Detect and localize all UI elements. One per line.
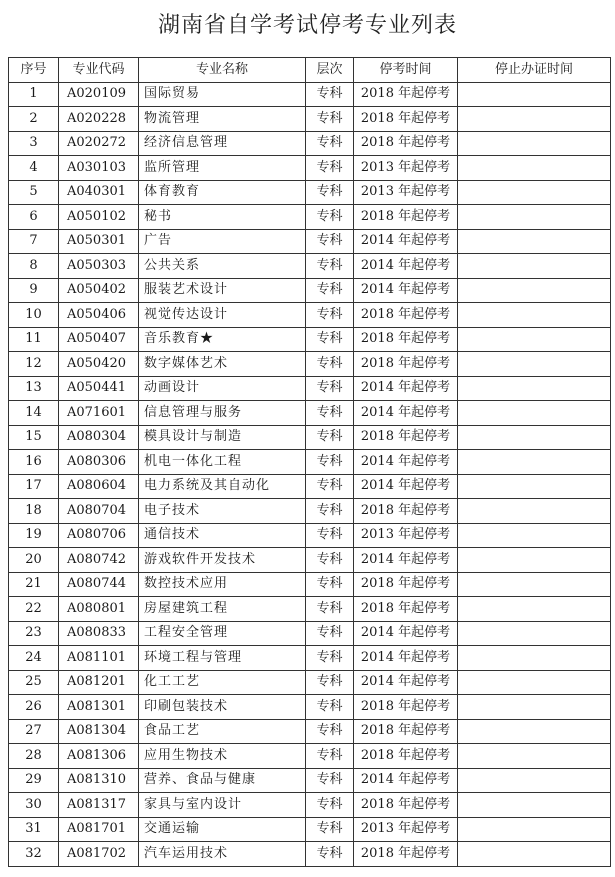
major-code: A080801 [59, 597, 139, 622]
major-code: A071601 [59, 401, 139, 426]
table-row [9, 352, 611, 377]
column-header-cert-stop-time: 停止办证时间 [458, 58, 611, 83]
table-row [9, 82, 611, 107]
certificate-stop-time [458, 303, 611, 328]
exam-stop-time: 2013 年起停考 [354, 156, 458, 181]
major-name: 信息管理与服务 [139, 401, 306, 426]
row-number: 20 [9, 548, 59, 573]
suspended-majors-table [8, 57, 611, 867]
exam-stop-time: 2018 年起停考 [354, 842, 458, 867]
exam-stop-time: 2014 年起停考 [354, 229, 458, 254]
education-level: 专科 [306, 793, 354, 818]
major-code: A081310 [59, 768, 139, 793]
table-row [9, 205, 611, 230]
exam-stop-time: 2014 年起停考 [354, 278, 458, 303]
row-number: 30 [9, 793, 59, 818]
major-name: 环境工程与管理 [139, 646, 306, 671]
certificate-stop-time [458, 793, 611, 818]
certificate-stop-time [458, 425, 611, 450]
exam-stop-time: 2014 年起停考 [354, 474, 458, 499]
exam-stop-time: 2013 年起停考 [354, 523, 458, 548]
education-level: 专科 [306, 670, 354, 695]
major-name: 国际贸易 [139, 82, 306, 107]
education-level: 专科 [306, 842, 354, 867]
education-level: 专科 [306, 474, 354, 499]
row-number: 31 [9, 817, 59, 842]
exam-stop-time: 2018 年起停考 [354, 352, 458, 377]
column-header-no: 序号 [9, 58, 59, 83]
exam-stop-time: 2018 年起停考 [354, 793, 458, 818]
row-number: 25 [9, 670, 59, 695]
major-name: 工程安全管理 [139, 621, 306, 646]
major-name: 化工工艺 [139, 670, 306, 695]
education-level: 专科 [306, 327, 354, 352]
column-header-stop-time: 停考时间 [354, 58, 458, 83]
certificate-stop-time [458, 646, 611, 671]
exam-stop-time: 2018 年起停考 [354, 205, 458, 230]
exam-stop-time: 2013 年起停考 [354, 817, 458, 842]
major-name: 房屋建筑工程 [139, 597, 306, 622]
certificate-stop-time [458, 768, 611, 793]
major-name: 公共关系 [139, 254, 306, 279]
exam-stop-time: 2018 年起停考 [354, 695, 458, 720]
major-name: 秘书 [139, 205, 306, 230]
exam-stop-time: 2018 年起停考 [354, 499, 458, 524]
certificate-stop-time [458, 474, 611, 499]
certificate-stop-time [458, 376, 611, 401]
exam-stop-time: 2018 年起停考 [354, 327, 458, 352]
education-level: 专科 [306, 205, 354, 230]
row-number: 26 [9, 695, 59, 720]
table-row [9, 621, 611, 646]
education-level: 专科 [306, 303, 354, 328]
exam-stop-time: 2018 年起停考 [354, 744, 458, 769]
education-level: 专科 [306, 499, 354, 524]
major-code: A081304 [59, 719, 139, 744]
table-row [9, 523, 611, 548]
table-row [9, 719, 611, 744]
row-number: 10 [9, 303, 59, 328]
row-number: 18 [9, 499, 59, 524]
exam-stop-time: 2018 年起停考 [354, 107, 458, 132]
table-row [9, 278, 611, 303]
row-number: 7 [9, 229, 59, 254]
row-number: 4 [9, 156, 59, 181]
major-code: A080604 [59, 474, 139, 499]
table-row [9, 695, 611, 720]
major-code: A081101 [59, 646, 139, 671]
certificate-stop-time [458, 205, 611, 230]
certificate-stop-time [458, 695, 611, 720]
row-number: 28 [9, 744, 59, 769]
major-name: 家具与室内设计 [139, 793, 306, 818]
education-level: 专科 [306, 278, 354, 303]
table-row [9, 401, 611, 426]
exam-stop-time: 2014 年起停考 [354, 646, 458, 671]
document-title: 湖南省自学考试停考专业列表 [157, 13, 457, 38]
row-number: 8 [9, 254, 59, 279]
row-number: 1 [9, 82, 59, 107]
exam-stop-time: 2014 年起停考 [354, 670, 458, 695]
certificate-stop-time [458, 278, 611, 303]
exam-stop-time: 2013 年起停考 [354, 180, 458, 205]
certificate-stop-time [458, 180, 611, 205]
major-code: A081701 [59, 817, 139, 842]
education-level: 专科 [306, 352, 354, 377]
major-name: 食品工艺 [139, 719, 306, 744]
major-name: 电子技术 [139, 499, 306, 524]
major-name: 应用生物技术 [139, 744, 306, 769]
certificate-stop-time [458, 254, 611, 279]
certificate-stop-time [458, 670, 611, 695]
major-code: A080744 [59, 572, 139, 597]
row-number: 15 [9, 425, 59, 450]
table-row [9, 646, 611, 671]
certificate-stop-time [458, 548, 611, 573]
major-code: A081201 [59, 670, 139, 695]
education-level: 专科 [306, 229, 354, 254]
column-header-code: 专业代码 [59, 58, 139, 83]
certificate-stop-time [458, 621, 611, 646]
exam-stop-time: 2018 年起停考 [354, 303, 458, 328]
major-name: 数字媒体艺术 [139, 352, 306, 377]
table-row [9, 597, 611, 622]
row-number: 22 [9, 597, 59, 622]
row-number: 19 [9, 523, 59, 548]
education-level: 专科 [306, 744, 354, 769]
major-code: A050102 [59, 205, 139, 230]
education-level: 专科 [306, 719, 354, 744]
education-level: 专科 [306, 401, 354, 426]
major-code: A081306 [59, 744, 139, 769]
row-number: 3 [9, 131, 59, 156]
education-level: 专科 [306, 107, 354, 132]
exam-stop-time: 2018 年起停考 [354, 597, 458, 622]
exam-stop-time: 2014 年起停考 [354, 768, 458, 793]
major-name: 服装艺术设计 [139, 278, 306, 303]
exam-stop-time: 2018 年起停考 [354, 425, 458, 450]
certificate-stop-time [458, 744, 611, 769]
certificate-stop-time [458, 817, 611, 842]
row-number: 17 [9, 474, 59, 499]
row-number: 23 [9, 621, 59, 646]
table-row [9, 425, 611, 450]
education-level: 专科 [306, 646, 354, 671]
table-row [9, 254, 611, 279]
exam-stop-time: 2014 年起停考 [354, 450, 458, 475]
major-name: 模具设计与制造 [139, 425, 306, 450]
exam-stop-time: 2014 年起停考 [354, 401, 458, 426]
education-level: 专科 [306, 254, 354, 279]
table-row [9, 450, 611, 475]
row-number: 27 [9, 719, 59, 744]
certificate-stop-time [458, 597, 611, 622]
major-name: 广告 [139, 229, 306, 254]
education-level: 专科 [306, 82, 354, 107]
certificate-stop-time [458, 327, 611, 352]
education-level: 专科 [306, 817, 354, 842]
certificate-stop-time [458, 82, 611, 107]
major-name: 印刷包装技术 [139, 695, 306, 720]
table-row [9, 817, 611, 842]
major-name: 监所管理 [139, 156, 306, 181]
certificate-stop-time [458, 401, 611, 426]
major-code: A020272 [59, 131, 139, 156]
education-level: 专科 [306, 131, 354, 156]
major-code: A020228 [59, 107, 139, 132]
education-level: 专科 [306, 572, 354, 597]
exam-stop-time: 2014 年起停考 [354, 621, 458, 646]
major-name: 电力系统及其自动化 [139, 474, 306, 499]
education-level: 专科 [306, 180, 354, 205]
major-name: 营养、食品与健康 [139, 768, 306, 793]
major-name: 数控技术应用 [139, 572, 306, 597]
certificate-stop-time [458, 131, 611, 156]
row-number: 24 [9, 646, 59, 671]
education-level: 专科 [306, 425, 354, 450]
table-row [9, 107, 611, 132]
education-level: 专科 [306, 695, 354, 720]
major-code: A050303 [59, 254, 139, 279]
major-code: A040301 [59, 180, 139, 205]
table-row [9, 180, 611, 205]
exam-stop-time: 2014 年起停考 [354, 376, 458, 401]
major-name: 经济信息管理 [139, 131, 306, 156]
table-row [9, 744, 611, 769]
row-number: 21 [9, 572, 59, 597]
row-number: 29 [9, 768, 59, 793]
education-level: 专科 [306, 156, 354, 181]
certificate-stop-time [458, 523, 611, 548]
major-code: A080706 [59, 523, 139, 548]
row-number: 6 [9, 205, 59, 230]
major-name: 汽车运用技术 [139, 842, 306, 867]
table-row [9, 327, 611, 352]
major-code: A030103 [59, 156, 139, 181]
major-code: A081301 [59, 695, 139, 720]
row-number: 16 [9, 450, 59, 475]
major-code: A050441 [59, 376, 139, 401]
exam-stop-time: 2014 年起停考 [354, 254, 458, 279]
major-code: A050406 [59, 303, 139, 328]
major-code: A081317 [59, 793, 139, 818]
row-number: 11 [9, 327, 59, 352]
table-body [9, 82, 611, 866]
education-level: 专科 [306, 523, 354, 548]
certificate-stop-time [458, 719, 611, 744]
major-code: A080306 [59, 450, 139, 475]
table-row [9, 768, 611, 793]
major-name: 体育教育 [139, 180, 306, 205]
major-name: 动画设计 [139, 376, 306, 401]
table-row [9, 548, 611, 573]
table-row [9, 303, 611, 328]
education-level: 专科 [306, 768, 354, 793]
row-number: 12 [9, 352, 59, 377]
major-name: 物流管理 [139, 107, 306, 132]
certificate-stop-time [458, 107, 611, 132]
education-level: 专科 [306, 597, 354, 622]
major-code: A050402 [59, 278, 139, 303]
education-level: 专科 [306, 548, 354, 573]
major-name: 视觉传达设计 [139, 303, 306, 328]
major-code: A081702 [59, 842, 139, 867]
certificate-stop-time [458, 352, 611, 377]
certificate-stop-time [458, 499, 611, 524]
major-name: 游戏软件开发技术 [139, 548, 306, 573]
exam-stop-time: 2018 年起停考 [354, 572, 458, 597]
major-code: A050407 [59, 327, 139, 352]
table-row [9, 156, 611, 181]
table-row [9, 842, 611, 867]
education-level: 专科 [306, 376, 354, 401]
row-number: 14 [9, 401, 59, 426]
table-row [9, 229, 611, 254]
major-name: 通信技术 [139, 523, 306, 548]
major-code: A020109 [59, 82, 139, 107]
table-row [9, 670, 611, 695]
education-level: 专科 [306, 621, 354, 646]
major-code: A080304 [59, 425, 139, 450]
major-name: 交通运输 [139, 817, 306, 842]
certificate-stop-time [458, 572, 611, 597]
row-number: 13 [9, 376, 59, 401]
row-number: 2 [9, 107, 59, 132]
certificate-stop-time [458, 842, 611, 867]
table-header-row [9, 58, 611, 83]
certificate-stop-time [458, 229, 611, 254]
table-row [9, 474, 611, 499]
table-row [9, 376, 611, 401]
row-number: 5 [9, 180, 59, 205]
table-row [9, 572, 611, 597]
table-row [9, 793, 611, 818]
row-number: 32 [9, 842, 59, 867]
exam-stop-time: 2018 年起停考 [354, 719, 458, 744]
table-row [9, 499, 611, 524]
major-code: A080704 [59, 499, 139, 524]
major-code: A080833 [59, 621, 139, 646]
column-header-level: 层次 [306, 58, 354, 83]
table-row [9, 131, 611, 156]
certificate-stop-time [458, 450, 611, 475]
exam-stop-time: 2018 年起停考 [354, 131, 458, 156]
exam-stop-time: 2018 年起停考 [354, 82, 458, 107]
major-code: A080742 [59, 548, 139, 573]
column-header-name: 专业名称 [139, 58, 306, 83]
exam-stop-time: 2014 年起停考 [354, 548, 458, 573]
row-number: 9 [9, 278, 59, 303]
major-name: 机电一体化工程 [139, 450, 306, 475]
major-code: A050301 [59, 229, 139, 254]
education-level: 专科 [306, 450, 354, 475]
major-name: 音乐教育★ [139, 327, 306, 352]
certificate-stop-time [458, 156, 611, 181]
major-code: A050420 [59, 352, 139, 377]
